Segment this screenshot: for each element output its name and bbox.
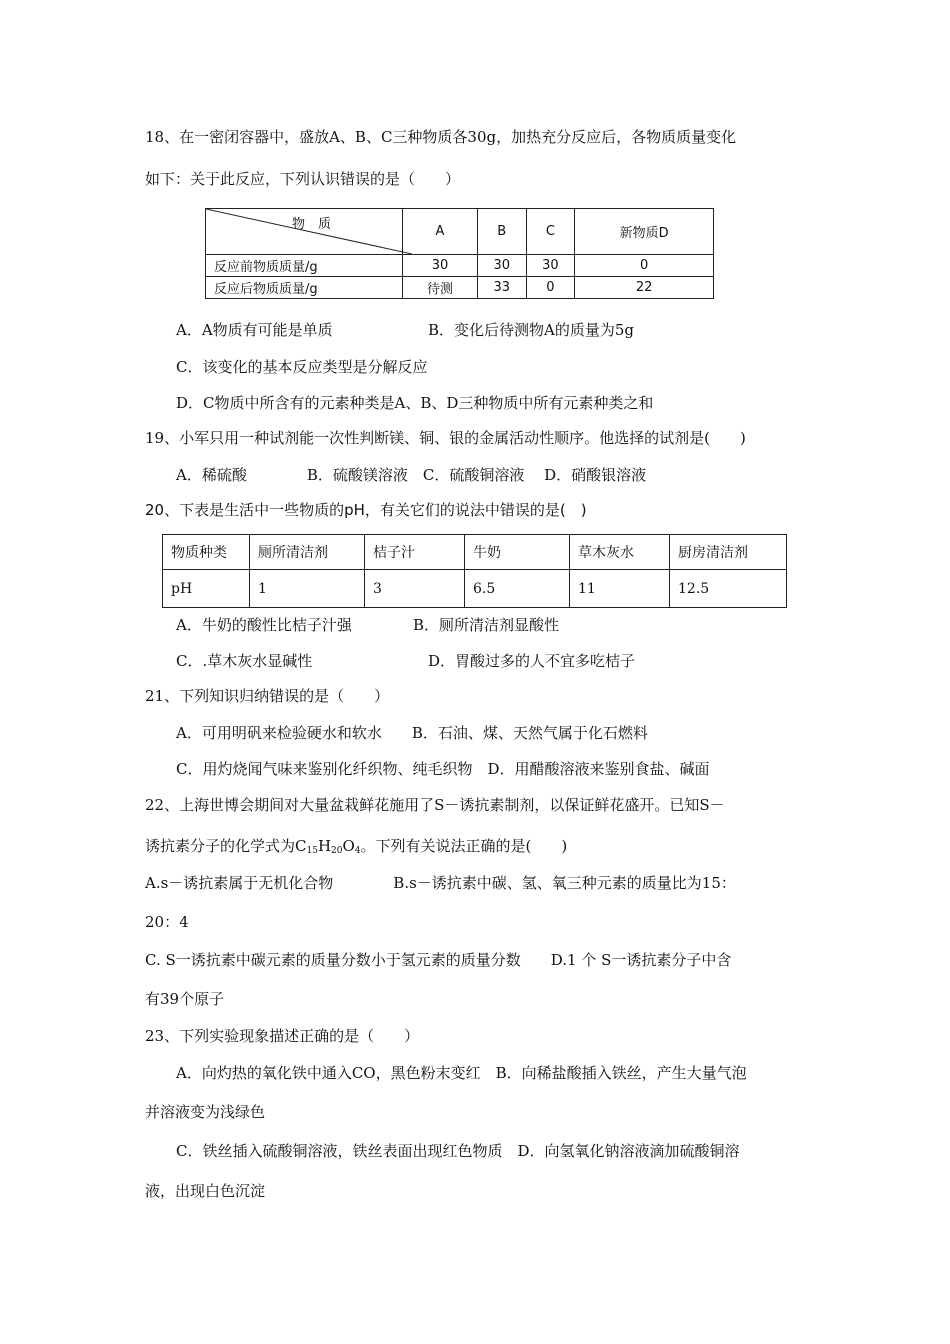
cell: 22	[575, 277, 714, 299]
subscript: 15	[306, 846, 318, 856]
header-b: B	[477, 209, 526, 255]
q21-options-cd: C．用灼烧闻气味来鉴别化纤织物、纯毛织物 D．用醋酸溶液来鉴别食盐、碱面	[176, 760, 710, 778]
q18-option-a: A．A物质有可能是单质	[176, 321, 333, 339]
q22-options-ab-line2: 20：4	[145, 913, 189, 931]
q23-options-cd-line1: C．铁丝插入硫酸铜溶液，铁丝表面出现红色物质 D．向氢氧化钠溶液滴加硫酸铜溶	[176, 1142, 740, 1160]
q18-mass-table	[205, 208, 714, 299]
q18-option-d: D．C物质中所含有的元素种类是A、B、D三种物质中所有元素种类之和	[176, 394, 654, 412]
table-row	[163, 535, 787, 570]
cell: 物质种类	[163, 535, 250, 570]
q20-ph-table	[162, 534, 787, 608]
q22-options-cd-line1: C. S一诱抗素中碳元素的质量分数小于氢元素的质量分数 D.1 个 S一诱抗素分子中含	[145, 951, 732, 969]
table-row	[206, 255, 714, 277]
header-a: A	[403, 209, 478, 255]
subscript: 20	[331, 846, 343, 856]
q20-stem: 20、下表是生活中一些物质的pH，有关它们的说法中错误的是( )	[145, 501, 587, 519]
q20-option-c: C．.草木灰水显碱性	[176, 652, 313, 670]
row-label: 反应前物质质量/g	[206, 255, 403, 277]
cell: 厨房清洁剂	[670, 535, 787, 570]
table-row	[163, 570, 787, 608]
cell: 3	[365, 570, 465, 608]
cell: 厕所清洁剂	[250, 535, 365, 570]
q22-stem-line2	[145, 836, 567, 856]
q22-formula-prefix: 诱抗素分子的化学式为C	[145, 837, 307, 855]
q18-option-c: C．该变化的基本反应类型是分解反应	[176, 358, 428, 376]
q23-stem: 23、下列实验现象描述正确的是（ ）	[145, 1027, 420, 1045]
q19-stem: 19、小军只用一种试剂能一次性判断镁、铜、银的金属活动性顺序。他选择的试剂是( )	[145, 429, 746, 447]
q20-option-a: A．牛奶的酸性比桔子汁强	[176, 616, 352, 634]
q22-options-cd-line2: 有39个原子	[145, 990, 225, 1008]
q20-option-d: D．胃酸过多的人不宜多吃桔子	[428, 652, 636, 670]
cell: 12.5	[670, 570, 787, 608]
cell: 牛奶	[465, 535, 570, 570]
q18-option-b: B．变化后待测物A的质量为5g	[428, 321, 635, 339]
cell: 0	[575, 255, 714, 277]
table-row	[206, 277, 714, 299]
q21-stem: 21、下列知识归纳错误的是（ ）	[145, 687, 390, 705]
header-d: 新物质D	[575, 209, 714, 255]
row-label: 反应后物质质量/g	[206, 277, 403, 299]
element-o: O	[342, 837, 355, 855]
cell: 桔子汁	[365, 535, 465, 570]
table-corner-cell	[206, 209, 403, 255]
q18-stem-line1: 18、在一密闭容器中，盛放A、B、C三种物质各30g，加热充分反应后，各物质质量变化	[145, 128, 737, 146]
element-h: H	[317, 837, 332, 855]
q18-stem-line2: 如下：关于此反应，下列认识错误的是（ ）	[145, 170, 461, 188]
cell: 6.5	[465, 570, 570, 608]
q22-options-ab-line1: A.s－诱抗素属于无机化合物 B.s－诱抗素中碳、氢、氧三种元素的质量比为15：	[145, 874, 736, 892]
q22-stem-line1: 22、上海世博会期间对大量盆栽鲜花施用了S－诱抗素制剂，以保证鲜花盛开。已知S－	[145, 796, 725, 814]
q23-options-ab-line2: 并溶液变为浅绿色	[145, 1103, 266, 1121]
header-c: C	[526, 209, 575, 255]
cell: 0	[526, 277, 575, 299]
q20-option-b: B．厕所清洁剂显酸性	[413, 616, 560, 634]
cell: 33	[477, 277, 526, 299]
cell: 11	[570, 570, 670, 608]
cell: 30	[477, 255, 526, 277]
subscript: 4	[354, 846, 361, 856]
cell: 30	[403, 255, 478, 277]
q22-stem-suffix: 。下列有关说法正确的是( )	[360, 837, 568, 855]
corner-label: 物 质	[292, 217, 332, 232]
q23-options-cd-line2: 液，出现白色沉淀	[145, 1182, 266, 1200]
cell: 1	[250, 570, 365, 608]
cell: pH	[163, 570, 250, 608]
cell: 30	[526, 255, 575, 277]
q21-options-ab: A．可用明矾来检验硬水和软水 B．石油、煤、天然气属于化石燃料	[176, 724, 648, 742]
cell: 待测	[403, 277, 478, 299]
cell: 草木灰水	[570, 535, 670, 570]
q23-options-ab-line1: A．向灼热的氧化铁中通入CO，黑色粉末变红 B．向稀盐酸插入铁丝，产生大量气泡	[176, 1064, 747, 1082]
q19-options: A．稀硫酸 B．硫酸镁溶液 C．硫酸铜溶液 D．硝酸银溶液	[176, 466, 647, 484]
